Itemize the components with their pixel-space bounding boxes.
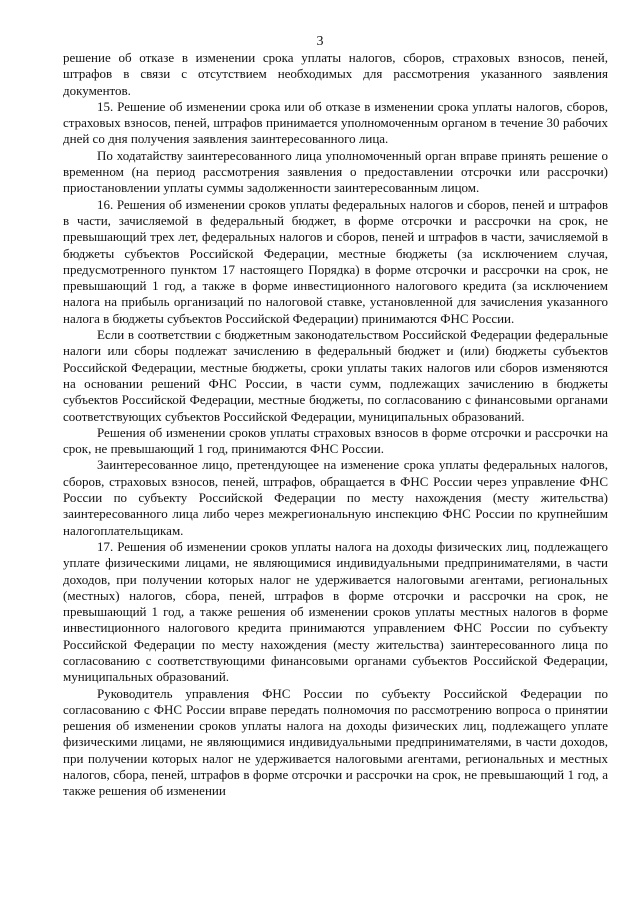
paragraph-interested-person: Заинтересованное лицо, претендующее на изменение срока уплаты федеральных налогов, сборов, страховых взносов, пеней, штрафов, обращается в ФНС России через управление ФНС России по субъекту Российской Федерации по месту нахождения (месту жительства) заинтересованного лица либо через межрегиональную инспекцию ФНС России по крупнейшим налогоплательщикам. (63, 457, 608, 538)
paragraph-suspension: По ходатайству заинтересованного лица уполномоченный орган вправе принять решение о временном (на период рассмотрения заявления о предоставлении отсрочки или рассрочки) приостановлении уплаты суммы задолженности заинтересованным лицом. (63, 147, 608, 196)
paragraph-17: 17. Решения об изменении сроков уплаты налога на доходы физических лиц, подлежащего уплате физическими лицами, не являющимися индивидуальными предпринимателями, в части доходов, при получении которых налог не удерживается налоговыми агентами, региональных (местных) налогов, сбора, пеней, штрафов в форме отсрочки и рассрочки на срок, не превышающий 1 год, а также решения об изменении сроков уплаты местных налогов в форме инвестиционного налогового кредита принимаются управлением ФНС России по субъекту Российской Федерации по месту нахождения (месту жительства) заинтересованного лица по согласованию с соответствующими финансовыми органами субъектов Российской Федерации, муниципальных образований. (63, 538, 608, 685)
page-number: 3 (316, 34, 324, 49)
paragraph-insurance-contributions: Решения об изменении сроков уплаты страховых взносов в форме отсрочки и рассрочки на срок, не превышающий 1 год, принимаются ФНС России. (63, 424, 608, 457)
paragraph-continuation: решение об отказе в изменении срока уплаты налогов, сборов, страховых взносов, пеней, штрафов в связи с отсутствием необходимых для рассмотрения указанного заявления документов. (63, 50, 608, 98)
paragraph-budget-legislation: Если в соответствии с бюджетным законодательством Российской Федерации федеральные налоги или сборы подлежат зачислению в федеральный бюджет и (или) бюджеты субъектов Российской Федерации, местные бюджеты, сроки уплаты таких налогов или сборов изменяются на основании решений ФНС России, в части сумм, подлежащих зачислению в бюджеты субъектов Российской Федерации, местные бюджеты, по согласованию с финансовыми органами соответствующих субъектов Российской Федерации, муниципальных образований. (63, 327, 608, 424)
paragraph-15: 15. Решение об изменении срока или об отказе в изменении срока уплаты налогов, сборов, страховых взносов, пеней, штрафов принимается уполномоченным органом в течение 30 рабочих дней со дня получения заявления заинтересованного лица. (63, 98, 608, 147)
paragraph-head-of-department: Руководитель управления ФНС России по субъекту Российской Федерации по согласованию с ФНС России вправе передать полномочия по рассмотрению вопроса о принятии решения об изменении сроков уплаты налога на доходы физических лиц, подлежащего уплате физическими лицами, не являющимися индивидуальными предпринимателями, в части доходов, при получении которых налог не удерживается налоговыми агентами, региональных и местных налогов, сбора, пеней, штрафов в форме отсрочки и рассрочки на срок, не превышающий 1 год, а также решения об изменении (63, 685, 608, 799)
paragraph-16: 16. Решения об изменении сроков уплаты федеральных налогов и сборов, пеней и штрафов в части, зачисляемой в федеральный бюджет, в форме отсрочки и рассрочки на срок, не превышающий трех лет, федеральных налогов и сборов, пеней и штрафов в части, зачисляемой в бюджеты субъектов Российской Федерации, местные бюджеты (за исключением случая, предусмотренного пунктом 17 настоящего Порядка) в форме отсрочки и рассрочки на срок, не превышающий 1 год, а также в форме инвестиционного налогового кредита (за исключением налога на прибыль организаций по налоговой ставке, установленной для зачисления указанного налога в бюджеты субъектов Российской Федерации) принимаются ФНС России. (63, 196, 608, 326)
document-body (63, 50, 608, 800)
